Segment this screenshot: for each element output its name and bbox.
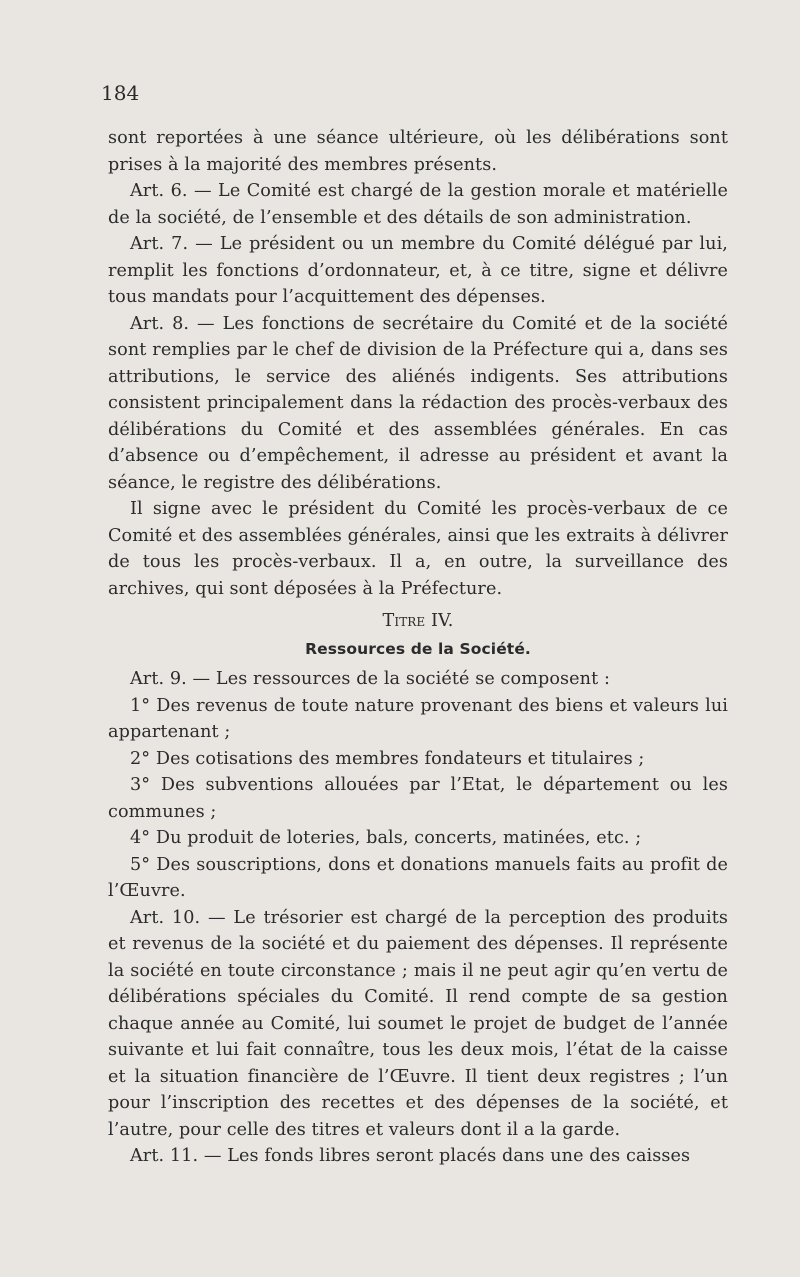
paragraph-art-6: Art. 6. — Le Comité est chargé de la gestion morale et matérielle de la société, de l’ensemble et des détails de son administration. bbox=[108, 181, 728, 228]
list-item-4: 4° Du produit de loteries, bals, concerts, matinées, etc. ; bbox=[130, 828, 642, 848]
page-number: 184 bbox=[101, 81, 140, 105]
body-text bbox=[108, 125, 728, 1170]
list-item-1: 1° Des revenus de toute nature provenant des biens et valeurs lui appartenant ; bbox=[108, 695, 728, 742]
list-item-2: 2° Des cotisations des membres fondateurs et titulaires ; bbox=[130, 748, 645, 769]
paragraph-art-10: Art. 10. — Le trésorier est chargé de la perception des produits et revenus de la société et du paiement des dépenses. Il représente la société en toute circonstance ; mais il ne peut agir qu’en vertu de délibérations spéciales du Comité. Il rend compte de sa gestion chaque année au Comité, lui soumet le projet de budget de l’année suivante et lui fait connaître, tous les deux mois, l’état de la caisse et la situation financière de l’Œuvre. Il tient deux registres ; l’un pour l’inscription des recettes et des dépenses de la société, et l’autre, pour celle des titres et valeurs dont il a la garde. bbox=[108, 907, 728, 1140]
paragraph-art-8: Art. 8. — Les fonctions de secrétaire du Comité et de la société sont remplies par le chef de division de la Préfecture qui a, dans ses attributions, le service des aliénés indigents. Ses attributions consistent principalement dans la rédaction des procès-verbaux des délibérations du Comité et des assemblées générales. En cas d’absence ou d’empêchement, il adresse au président et avant la séance, le registre des délibérations. bbox=[108, 313, 728, 493]
list-item-3: 3° Des subventions allouées par l’Etat, le département ou les communes ; bbox=[108, 775, 728, 822]
paragraph-art-9: Art. 9. — Les ressources de la société se composent : bbox=[130, 669, 610, 689]
section-title: Titre IV. bbox=[382, 611, 454, 631]
paragraph-continuation: sont reportées à une séance ultérieure, où les délibérations sont prises à la majorité des membres présents. bbox=[108, 128, 728, 175]
section-heading: Ressources de la Société. bbox=[305, 640, 531, 658]
paragraph-art-7: Art. 7. — Le président ou un membre du Comité délégué par lui, remplit les fonctions d’ordonnateur, et, à ce titre, signe et délivre tous mandats pour l’acquittement des dépenses. bbox=[108, 234, 728, 307]
paragraph-signature: Il signe avec le président du Comité les procès-verbaux de ce Comité et des assemblées générales, ainsi que les extraits à délivrer de tous les procès-verbaux. Il a, en outre, la surveillance des archives, qui sont déposées à la Préfecture. bbox=[108, 499, 728, 599]
list-item-5: 5° Des souscriptions, dons et donations manuels faits au profit de l’Œuvre. bbox=[108, 854, 728, 901]
paragraph-art-11: Art. 11. — Les fonds libres seront placés dans une des caisses bbox=[130, 1146, 691, 1166]
